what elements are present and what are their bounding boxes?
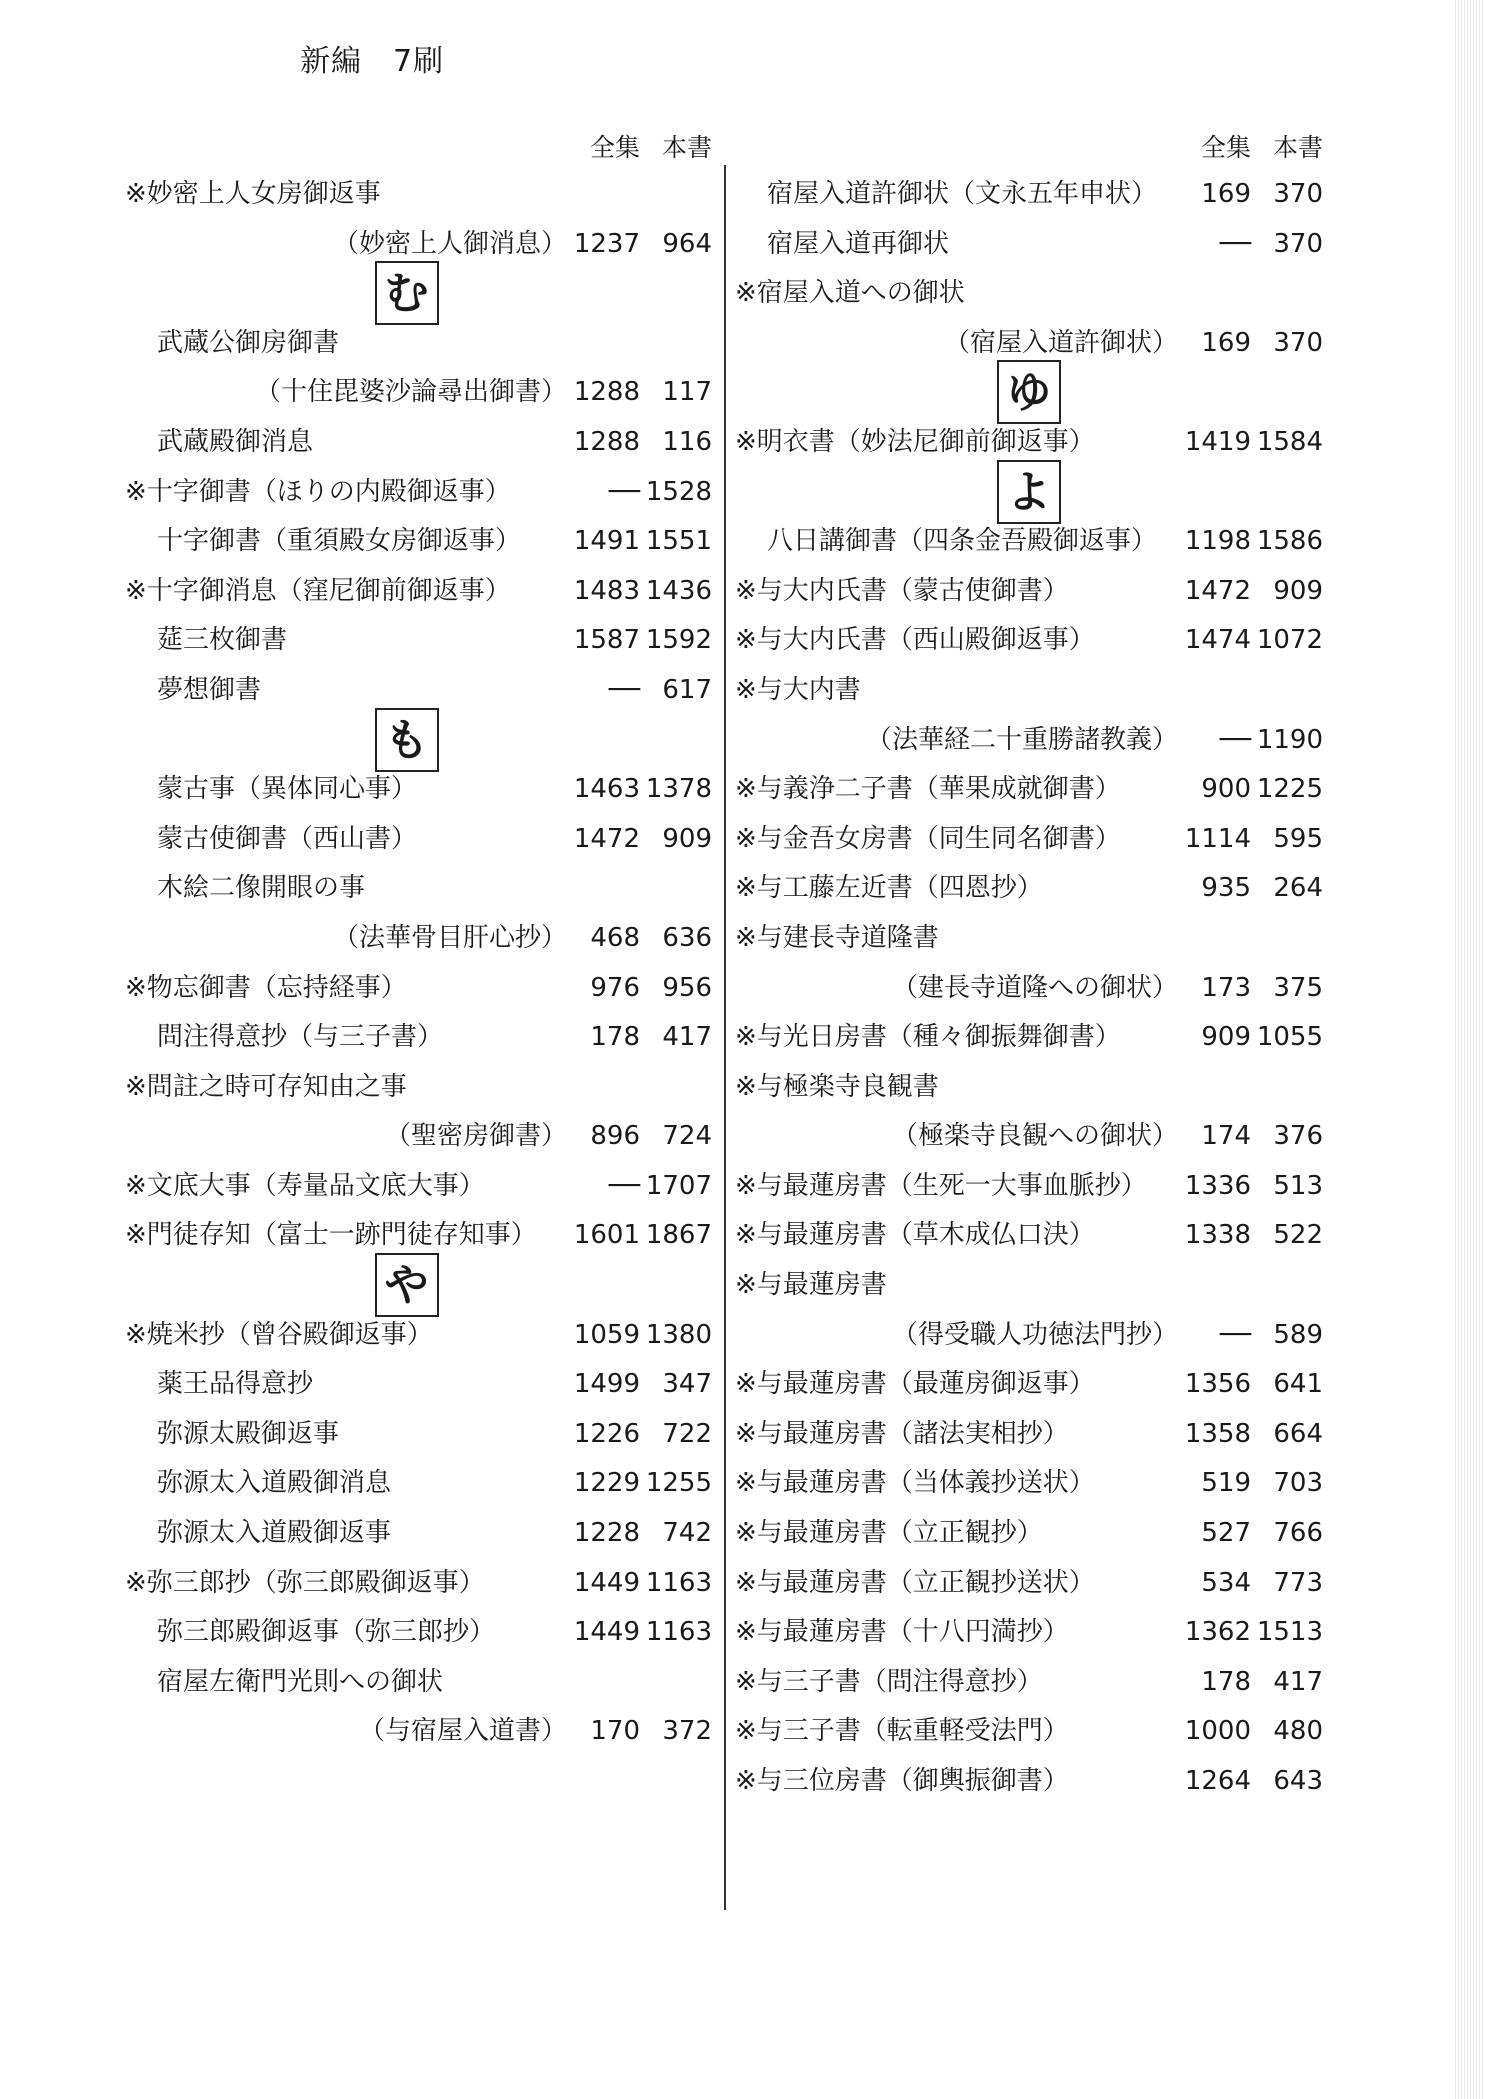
kana-heading-box: も xyxy=(375,708,439,772)
kana-section-heading xyxy=(125,716,712,766)
zenshu-page: 170 xyxy=(590,1716,640,1747)
index-entry xyxy=(125,864,712,914)
honsho-page: 766 xyxy=(1273,1518,1323,1549)
entry-title: 弥源太入道殿御消息 xyxy=(157,1468,392,1499)
honsho-page: 595 xyxy=(1273,823,1323,854)
index-entry xyxy=(735,666,1323,716)
entry-title: 武蔵殿御消息 xyxy=(157,426,314,457)
honsho-page: 1225 xyxy=(1256,774,1323,805)
index-entry xyxy=(735,1013,1323,1063)
honsho-page: 722 xyxy=(662,1418,712,1449)
index-entry xyxy=(125,1459,712,1509)
entry-title: ※与最蓮房書（諸法実相抄） xyxy=(735,1418,1069,1449)
entry-title: ※問註之時可存知由之事 xyxy=(125,1071,407,1102)
zenshu-page: 178 xyxy=(590,1022,640,1053)
entry-title: 問注得意抄（与三子書） xyxy=(157,1022,444,1053)
index-entry xyxy=(125,1410,712,1460)
zenshu-page: 174 xyxy=(1201,1121,1251,1152)
zenshu-page: 468 xyxy=(590,922,640,953)
honsho-page: 376 xyxy=(1273,1121,1323,1152)
zenshu-page: 1587 xyxy=(573,625,640,656)
entry-title: ※与三位房書（御輿振御書） xyxy=(735,1766,1069,1796)
zenshu-page: 935 xyxy=(1201,873,1251,904)
zenshu-page: 1449 xyxy=(573,1567,640,1598)
zenshu-page: 527 xyxy=(1201,1518,1251,1549)
entry-title: ※与最蓮房書（立正観抄） xyxy=(735,1518,1043,1549)
index-entry xyxy=(125,765,712,815)
index-entry xyxy=(735,1757,1323,1807)
index-entry xyxy=(735,1360,1323,1410)
entry-title: ※文底大事（寿量品文底大事） xyxy=(125,1170,485,1201)
entry-title: ※与最蓮房書（生死一大事血脈抄） xyxy=(735,1170,1147,1201)
kana-section-heading xyxy=(735,368,1323,418)
entry-title: 宿屋入道許御状（文永五年申状） xyxy=(767,179,1158,209)
index-entry xyxy=(735,220,1323,270)
entry-title: ※与建長寺道隆書 xyxy=(735,922,939,953)
index-entry xyxy=(735,1261,1323,1311)
honsho-page: 370 xyxy=(1273,179,1323,209)
entry-title: （妙密上人御消息） xyxy=(332,228,567,259)
index-entry xyxy=(735,1410,1323,1460)
entry-title: ※明衣書（妙法尼御前御返事） xyxy=(735,426,1095,457)
honsho-page: 664 xyxy=(1273,1418,1323,1449)
index-entry xyxy=(735,517,1323,567)
entry-title: ※十字御書（ほりの内殿御返事） xyxy=(125,476,511,507)
honsho-page: 1551 xyxy=(645,526,712,557)
index-entry xyxy=(735,716,1323,766)
kana-section-heading xyxy=(735,468,1323,518)
entry-title: 蒙古使御書（西山書） xyxy=(157,823,418,854)
zenshu-page: 1264 xyxy=(1184,1766,1251,1796)
entry-title: ※宿屋入道への御状 xyxy=(735,278,965,309)
entry-title: 弥源太殿御返事 xyxy=(157,1418,340,1449)
zenshu-page: 519 xyxy=(1201,1468,1251,1499)
index-entry xyxy=(125,914,712,964)
kana-heading-box: む xyxy=(375,261,439,325)
entry-title: ※与金吾女房書（同生同名御書） xyxy=(735,823,1121,854)
index-entry xyxy=(125,418,712,468)
kana-heading-box: ゆ xyxy=(997,360,1061,424)
honsho-page: 1586 xyxy=(1256,526,1323,557)
zenshu-page: 909 xyxy=(1201,1022,1251,1053)
honsho-page: 417 xyxy=(662,1022,712,1053)
zenshu-page: 900 xyxy=(1201,774,1251,805)
index-entry xyxy=(735,269,1323,319)
index-entry xyxy=(735,964,1323,1014)
right-column-header xyxy=(735,120,1323,170)
entry-title: 夢想御書 xyxy=(157,674,262,705)
index-entry xyxy=(735,1608,1323,1658)
left-index-list xyxy=(125,170,712,1757)
index-entry xyxy=(125,1311,712,1361)
honsho-page: 1380 xyxy=(645,1319,712,1350)
index-entry xyxy=(735,1509,1323,1559)
index-entry xyxy=(125,1013,712,1063)
index-entry xyxy=(735,1063,1323,1113)
index-entry xyxy=(735,1707,1323,1757)
honsho-page: 417 xyxy=(1273,1666,1323,1697)
honsho-page: 773 xyxy=(1273,1567,1323,1598)
honsho-page: 641 xyxy=(1273,1369,1323,1400)
zenshu-page: 173 xyxy=(1201,972,1251,1003)
honsho-page: 1190 xyxy=(1256,724,1323,755)
index-entry xyxy=(735,815,1323,865)
column-divider xyxy=(724,165,726,1910)
entry-title: （法華経二十重勝諸教義） xyxy=(865,724,1178,755)
entry-title: （極楽寺良観への御状） xyxy=(891,1121,1178,1152)
entry-title: 宿屋入道再御状 xyxy=(767,228,950,259)
index-entry xyxy=(125,964,712,1014)
honsho-page: 1378 xyxy=(645,774,712,805)
page-edge xyxy=(1455,0,1485,2099)
index-entry xyxy=(125,368,712,418)
honsho-page: 1528 xyxy=(645,476,712,507)
zenshu-page: 1358 xyxy=(1184,1418,1251,1449)
entry-title: ※与最蓮房書（最蓮房御返事） xyxy=(735,1369,1095,1400)
right-column xyxy=(735,120,1323,1807)
honsho-page: 117 xyxy=(662,377,712,408)
index-entry xyxy=(735,1459,1323,1509)
entry-title: 弥三郎殿御返事（弥三郎抄） xyxy=(157,1617,496,1648)
zenshu-page: 1491 xyxy=(573,526,640,557)
honsho-page: 372 xyxy=(662,1716,712,1747)
honsho-page: 116 xyxy=(662,426,712,457)
index-entry xyxy=(125,468,712,518)
index-entry xyxy=(125,1658,712,1708)
honsho-page: 1072 xyxy=(1256,625,1323,656)
entry-title: ※与最蓮房書（草木成仏口決） xyxy=(735,1220,1095,1251)
zenshu-page: 1198 xyxy=(1184,526,1251,557)
zenshu-page: 1483 xyxy=(573,575,640,606)
honsho-page: 347 xyxy=(662,1369,712,1400)
honsho-page: 636 xyxy=(662,922,712,953)
honsho-page: 480 xyxy=(1273,1716,1323,1747)
honsho-page: 375 xyxy=(1273,972,1323,1003)
zenshu-page: ── xyxy=(608,476,640,507)
left-column xyxy=(125,120,712,1757)
entry-title: ※与工藤左近書（四恩抄） xyxy=(735,873,1043,904)
index-entry xyxy=(735,1112,1323,1162)
entry-title: ※門徒存知（富士一跡門徒存知事） xyxy=(125,1220,537,1251)
honsho-page: 964 xyxy=(662,228,712,259)
honsho-page: 643 xyxy=(1273,1766,1323,1796)
entry-title: ※妙密上人女房御返事 xyxy=(125,179,381,209)
entry-title: ※与大内氏書（西山殿御返事） xyxy=(735,625,1095,656)
zenshu-page: 1463 xyxy=(573,774,640,805)
zenshu-page: 1474 xyxy=(1184,625,1251,656)
index-entry xyxy=(125,319,712,369)
index-entry xyxy=(125,1063,712,1113)
honsho-page: 1163 xyxy=(645,1567,712,1598)
entry-title: ※与大内氏書（蒙古使御書） xyxy=(735,575,1069,606)
honsho-page: 1867 xyxy=(645,1220,712,1251)
index-entry xyxy=(735,1559,1323,1609)
honsho-page: 1513 xyxy=(1256,1617,1323,1648)
zenshu-page: 1336 xyxy=(1184,1170,1251,1201)
entry-title: （与宿屋入道書） xyxy=(358,1716,567,1747)
zenshu-page: 534 xyxy=(1201,1567,1251,1598)
kana-section-heading xyxy=(125,269,712,319)
honsho-page: 513 xyxy=(1273,1170,1323,1201)
honsho-page: 589 xyxy=(1273,1319,1323,1350)
zenshu-page: 1059 xyxy=(573,1319,640,1350)
honsho-page: 1255 xyxy=(645,1468,712,1499)
zenshu-page: 1449 xyxy=(573,1617,640,1648)
honsho-page: 617 xyxy=(662,674,712,705)
honsho-page: 1055 xyxy=(1256,1022,1323,1053)
honsho-page: 956 xyxy=(662,972,712,1003)
entry-title: 弥源太入道殿御返事 xyxy=(157,1518,392,1549)
zenshu-page: 1288 xyxy=(573,377,640,408)
zenshu-page: 1419 xyxy=(1184,426,1251,457)
zenshu-page: 976 xyxy=(590,972,640,1003)
index-entry xyxy=(125,567,712,617)
zenshu-page: ── xyxy=(608,674,640,705)
entry-title: （聖密房御書） xyxy=(384,1121,567,1152)
index-entry xyxy=(735,1211,1323,1261)
entry-title: 十字御書（重須殿女房御返事） xyxy=(157,526,522,557)
zenshu-page: ── xyxy=(1219,1319,1251,1350)
entry-title: 莚三枚御書 xyxy=(157,625,288,656)
honsho-page: 370 xyxy=(1273,327,1323,358)
left-column-header xyxy=(125,120,712,170)
zenshu-page: 1472 xyxy=(573,823,640,854)
zenshu-page: 1226 xyxy=(573,1418,640,1449)
entry-title: （建長寺道隆への御状） xyxy=(891,972,1178,1003)
index-entry xyxy=(735,1658,1323,1708)
zenshu-page: 178 xyxy=(1201,1666,1251,1697)
entry-title: 武蔵公御房御書 xyxy=(157,327,340,358)
entry-title: ※与最蓮房書 xyxy=(735,1270,887,1301)
entry-title: ※与大内書 xyxy=(735,674,861,705)
entry-title: 木絵二像開眼の事 xyxy=(157,873,366,904)
honsho-page: 909 xyxy=(662,823,712,854)
entry-title: ※与三子書（転重軽受法門） xyxy=(735,1716,1069,1747)
entry-title: ※与極楽寺良観書 xyxy=(735,1071,939,1102)
zenshu-page: 1237 xyxy=(573,228,640,259)
zenshu-page: 169 xyxy=(1201,327,1251,358)
honsho-page: 522 xyxy=(1273,1220,1323,1251)
kana-heading-box: や xyxy=(375,1253,439,1317)
entry-title: ※与三子書（問注得意抄） xyxy=(735,1666,1043,1697)
zenshu-page: 1338 xyxy=(1184,1220,1251,1251)
honsho-page: 264 xyxy=(1273,873,1323,904)
index-entry xyxy=(735,765,1323,815)
entry-title: 八日講御書（四条金吾殿御返事） xyxy=(767,526,1158,557)
index-entry xyxy=(125,1509,712,1559)
entry-title: 蒙古事（異体同心事） xyxy=(157,774,418,805)
index-entry xyxy=(125,517,712,567)
index-entry xyxy=(125,1360,712,1410)
zenshu-page: 1288 xyxy=(573,426,640,457)
honsho-page: 1592 xyxy=(645,625,712,656)
honsho-page: 742 xyxy=(662,1518,712,1549)
zenshu-header: 全集 xyxy=(589,133,640,162)
honsho-page: 1707 xyxy=(645,1170,712,1201)
index-entry xyxy=(735,616,1323,666)
honsho-header: 本書 xyxy=(661,133,712,162)
zenshu-page: 1114 xyxy=(1184,823,1251,854)
honsho-page: 1163 xyxy=(645,1617,712,1648)
honsho-page: 370 xyxy=(1273,228,1323,259)
zenshu-page: 1362 xyxy=(1184,1617,1251,1648)
index-entry xyxy=(125,1162,712,1212)
honsho-page: 1584 xyxy=(1256,426,1323,457)
edition-label: 新編 7刷 xyxy=(300,44,445,79)
entry-title: ※与最蓮房書（当体義抄送状） xyxy=(735,1468,1095,1499)
entry-title: ※物忘御書（忘持経事） xyxy=(125,972,407,1003)
entry-title: ※十字御消息（窪尼御前御返事） xyxy=(125,575,511,606)
zenshu-page: 1228 xyxy=(573,1518,640,1549)
honsho-page: 1436 xyxy=(645,575,712,606)
entry-title: （宿屋入道許御状） xyxy=(943,327,1178,358)
entry-title: 薬王品得意抄 xyxy=(157,1369,314,1400)
index-entry xyxy=(125,1707,712,1757)
entry-title: ※与光日房書（種々御振舞御書） xyxy=(735,1022,1121,1053)
index-entry xyxy=(125,815,712,865)
index-entry xyxy=(125,1112,712,1162)
right-index-list xyxy=(735,170,1323,1807)
index-entry xyxy=(735,170,1323,220)
zenshu-page: 1000 xyxy=(1184,1716,1251,1747)
entry-title: （得受職人功徳法門抄） xyxy=(891,1319,1178,1350)
index-entry xyxy=(735,914,1323,964)
index-entry xyxy=(125,1559,712,1609)
entry-title: ※与最蓮房書（立正観抄送状） xyxy=(735,1567,1095,1598)
honsho-page: 703 xyxy=(1273,1468,1323,1499)
index-entry xyxy=(735,1311,1323,1361)
zenshu-page: 169 xyxy=(1201,179,1251,209)
index-entry xyxy=(735,864,1323,914)
index-entry xyxy=(735,567,1323,617)
zenshu-header: 全集 xyxy=(1200,133,1251,162)
entry-title: ※与最蓮房書（十八円満抄） xyxy=(735,1617,1069,1648)
entry-title: （十住毘婆沙論尋出御書） xyxy=(254,377,567,408)
zenshu-page: 1472 xyxy=(1184,575,1251,606)
kana-heading-box: よ xyxy=(997,460,1061,524)
index-entry xyxy=(735,1162,1323,1212)
zenshu-page: 1601 xyxy=(573,1220,640,1251)
zenshu-page: 896 xyxy=(590,1121,640,1152)
honsho-header: 本書 xyxy=(1272,133,1323,162)
index-entry xyxy=(125,616,712,666)
entry-title: （法華骨目肝心抄） xyxy=(332,922,567,953)
index-entry xyxy=(125,170,712,220)
entry-title: ※弥三郎抄（弥三郎殿御返事） xyxy=(125,1567,485,1598)
zenshu-page: 1229 xyxy=(573,1468,640,1499)
honsho-page: 724 xyxy=(662,1121,712,1152)
zenshu-page: ── xyxy=(1219,724,1251,755)
kana-section-heading xyxy=(125,1261,712,1311)
entry-title: ※与義浄二子書（華果成就御書） xyxy=(735,774,1121,805)
zenshu-page: 1499 xyxy=(573,1369,640,1400)
entry-title: 宿屋左衛門光則への御状 xyxy=(157,1666,444,1697)
index-entry xyxy=(125,1608,712,1658)
zenshu-page: ── xyxy=(608,1170,640,1201)
zenshu-page: ── xyxy=(1219,228,1251,259)
zenshu-page: 1356 xyxy=(1184,1369,1251,1400)
entry-title: ※焼米抄（曾谷殿御返事） xyxy=(125,1319,433,1350)
honsho-page: 909 xyxy=(1273,575,1323,606)
